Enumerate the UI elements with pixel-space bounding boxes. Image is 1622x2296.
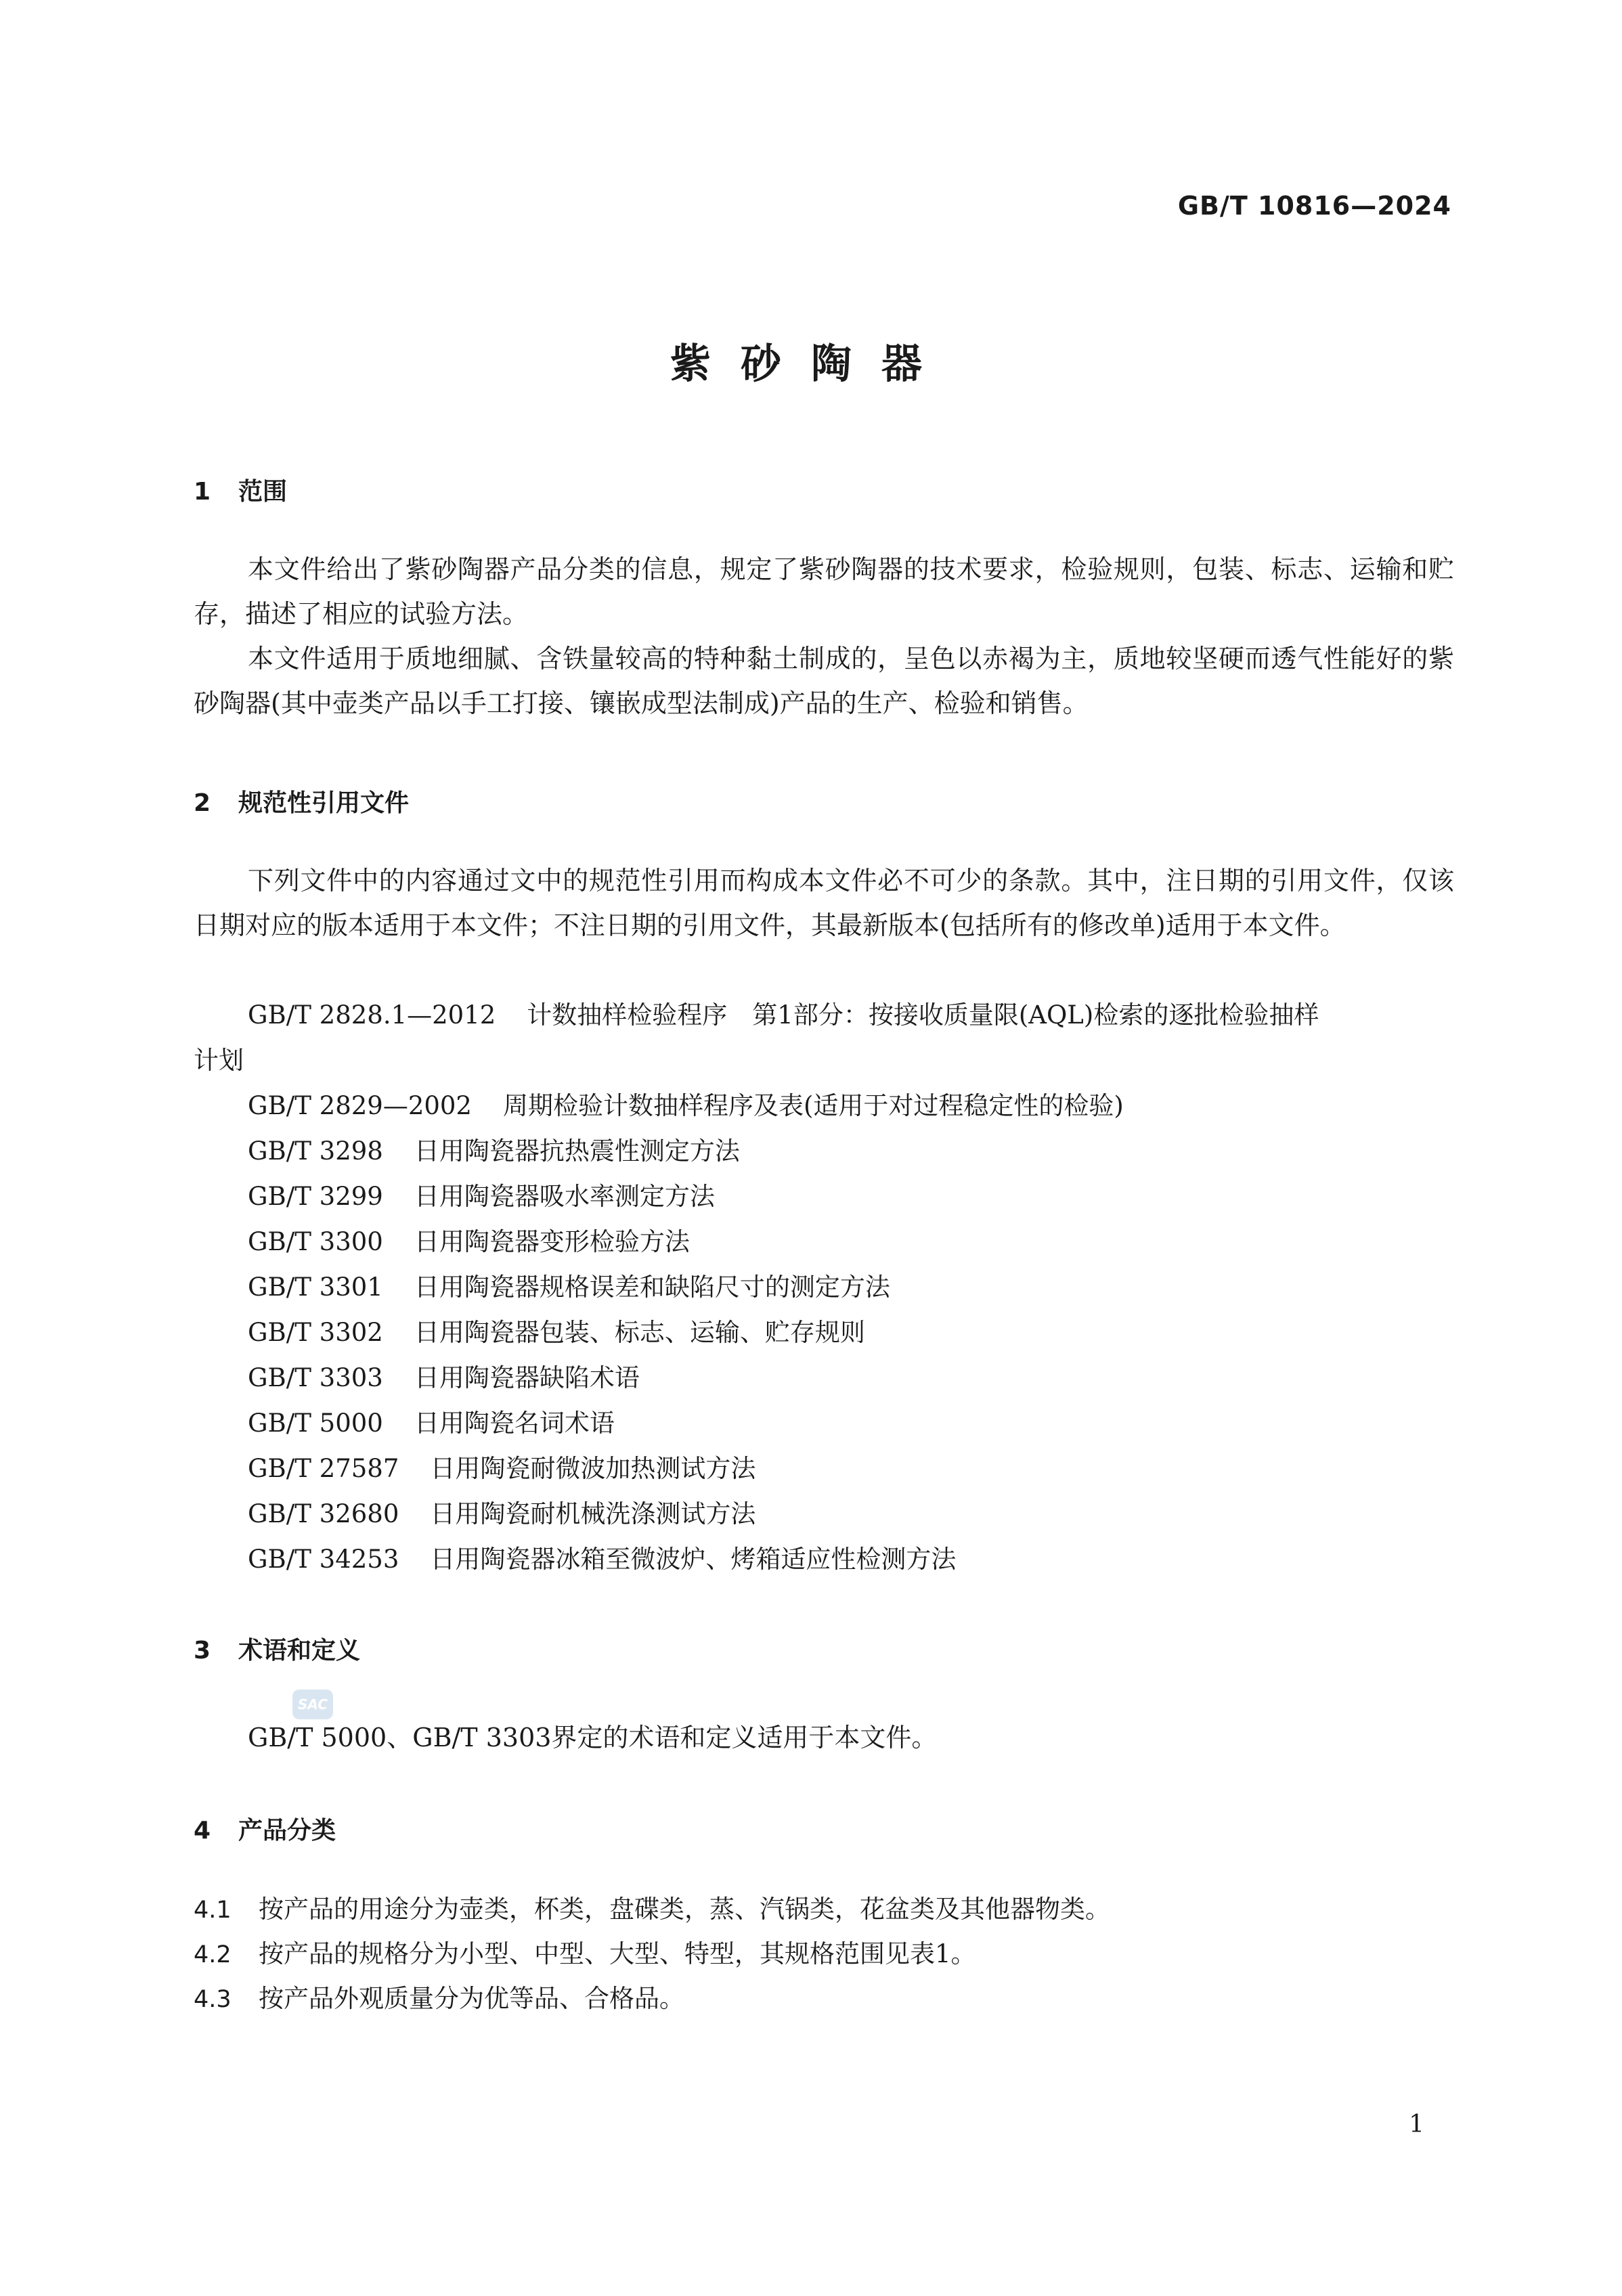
reference-title: 日用陶瓷器包装、标志、运输、贮存规则 — [414, 1318, 865, 1347]
clause-text: 按产品的用途分为壶类，杯类，盘碟类，蒸、汽锅类，花盆类及其他器物类。 — [259, 1895, 1110, 1924]
section-title: 范围 — [238, 478, 288, 506]
reference-title: 日用陶瓷器吸水率测定方法 — [414, 1182, 715, 1211]
reference-item — [248, 1446, 1124, 1491]
clause-4-1 — [194, 1889, 1110, 1925]
reference-item — [248, 1083, 1124, 1128]
section-number: 2 — [194, 789, 211, 817]
scope-paragraph-2: 本文件适用于质地细腻、含铁量较高的特种黏土制成的，呈色以赤褐为主，质地较坚硬而透气性能好的紫砂陶器(其中壶类产品以手工打接、镶嵌成型法制成)产品的生产、检验和销售。 — [194, 644, 1454, 718]
page-number: 1 — [1409, 2111, 1424, 2138]
reference-title: 日用陶瓷耐机械洗涤测试方法 — [430, 1499, 756, 1528]
section-number: 1 — [194, 478, 211, 506]
reference-item — [248, 1355, 1124, 1400]
reference-item — [248, 1174, 1124, 1219]
clause-4-3 — [194, 1978, 684, 2014]
reference-code: GB/T 3303 — [248, 1363, 383, 1392]
section-2-heading — [194, 784, 409, 818]
standard-code: GB/T 10816—2024 — [1177, 191, 1451, 221]
reference-code: GB/T 5000 — [248, 1409, 383, 1438]
clause-4-2 — [194, 1933, 976, 1970]
reference-item — [248, 1400, 1124, 1446]
clause-number: 4.1 — [194, 1897, 232, 1924]
reference-item — [248, 1264, 1124, 1310]
reference-title: 计数抽样检验程序 第1部分：按接收质量限(AQL)检索的逐批检验抽样 — [527, 1000, 1319, 1030]
reference-code: GB/T 3299 — [248, 1182, 383, 1211]
reference-code: GB/T 3302 — [248, 1318, 383, 1347]
reference-item-0-continuation: 计划 — [194, 1046, 244, 1075]
section-title: 术语和定义 — [238, 1637, 361, 1664]
clause-text: 按产品外观质量分为优等品、合格品。 — [259, 1984, 684, 2013]
reference-code: GB/T 2828.1—2012 — [248, 1000, 496, 1030]
reference-code: GB/T 32680 — [248, 1499, 399, 1528]
scope-paragraph-1: 本文件给出了紫砂陶器产品分类的信息，规定了紫砂陶器的技术要求，检验规则，包装、标志、运输和贮存，描述了相应的试验方法。 — [194, 554, 1454, 629]
reference-item — [248, 1219, 1124, 1264]
reference-title: 日用陶瓷耐微波加热测试方法 — [430, 1454, 756, 1483]
reference-code: GB/T 3298 — [248, 1136, 383, 1166]
clause-number: 4.2 — [194, 1941, 232, 1968]
section-4-heading — [194, 1811, 336, 1846]
reference-item — [248, 1310, 1124, 1355]
sac-logo-text: SAC — [298, 1696, 328, 1713]
section-title: 规范性引用文件 — [238, 789, 410, 817]
normative-intro-paragraph: 下列文件中的内容通过文中的规范性引用而构成本文件必不可少的条款。其中，注日期的引用文件，仅该日期对应的版本适用于本文件；不注日期的引用文件，其最新版本(包括所有的修改单)适用于本文件。 — [194, 866, 1454, 940]
reference-code: GB/T 34253 — [248, 1545, 399, 1574]
document-title: 紫砂陶器 — [670, 340, 952, 388]
reference-title: 日用陶瓷名词术语 — [414, 1409, 615, 1438]
reference-title: 日用陶瓷器抗热震性测定方法 — [414, 1136, 740, 1166]
section-number: 4 — [194, 1817, 211, 1845]
reference-title: 日用陶瓷器缺陷术语 — [414, 1363, 640, 1392]
reference-list — [248, 1083, 1124, 1582]
section-number: 3 — [194, 1637, 211, 1664]
reference-item — [248, 1491, 1124, 1537]
reference-code: GB/T 2829—2002 — [248, 1091, 472, 1120]
reference-code: GB/T 3300 — [248, 1227, 383, 1256]
section-3-heading — [194, 1631, 360, 1666]
section-title: 产品分类 — [238, 1817, 336, 1845]
reference-title: 周期检验计数抽样程序及表(适用于对过程稳定性的检验) — [502, 1091, 1124, 1120]
reference-code: GB/T 3301 — [248, 1273, 383, 1302]
clause-number: 4.3 — [194, 1986, 232, 2013]
reference-item — [248, 1128, 1124, 1174]
section-1-heading — [194, 472, 287, 507]
reference-item — [248, 1537, 1124, 1582]
reference-title: 日用陶瓷器变形检验方法 — [414, 1227, 690, 1256]
reference-title: 日用陶瓷器冰箱至微波炉、烤箱适应性检测方法 — [430, 1545, 957, 1574]
clause-text: 按产品的规格分为小型、中型、大型、特型，其规格范围见表1。 — [259, 1939, 976, 1968]
reference-code: GB/T 27587 — [248, 1454, 399, 1483]
terms-paragraph: GB/T 5000、GB/T 3303界定的术语和定义适用于本文件。 — [248, 1723, 938, 1752]
reference-title: 日用陶瓷器规格误差和缺陷尺寸的测定方法 — [414, 1273, 890, 1302]
reference-item-0 — [248, 992, 1319, 1038]
